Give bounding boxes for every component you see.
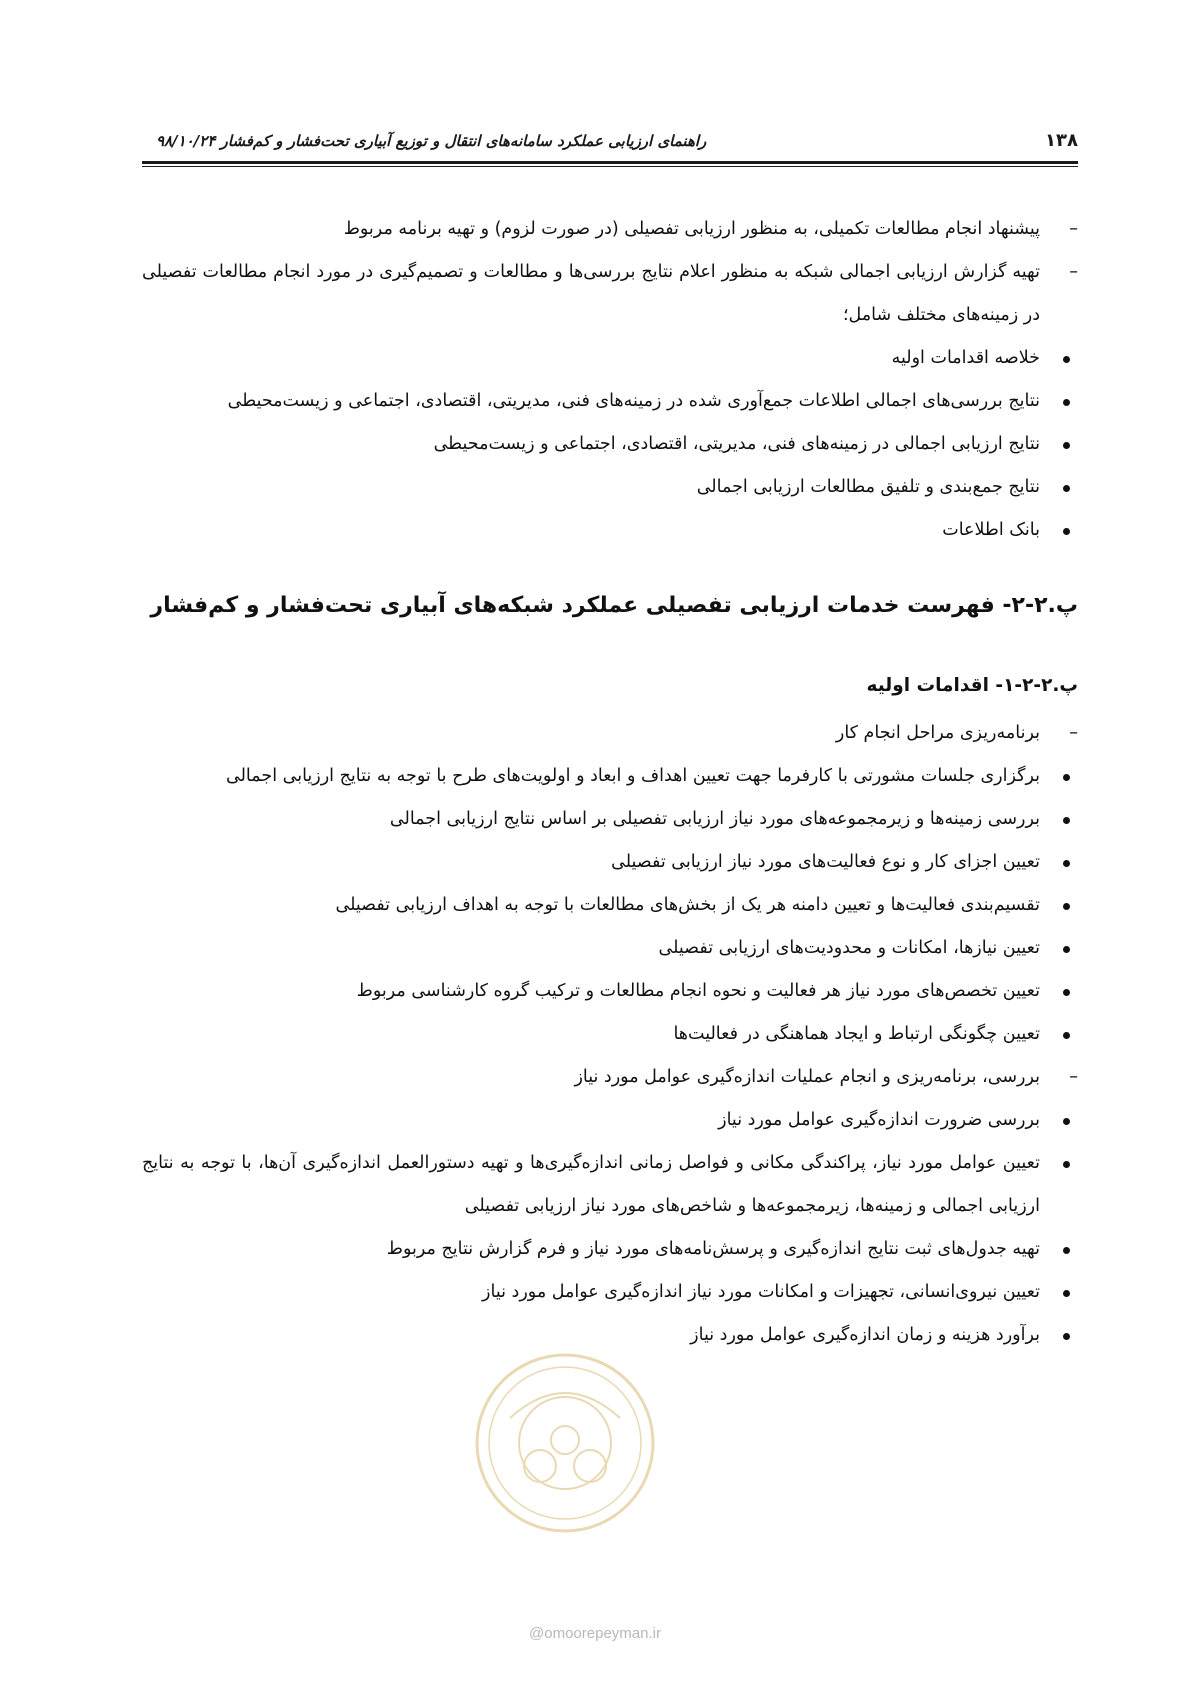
list-item-bullet: بانک اطلاعات xyxy=(142,509,1078,552)
list-item-bullet: نتایج جمع‌بندی و تلفیق مطالعات ارزیابی اجمالی xyxy=(142,466,1078,509)
section-b-bullets-2 xyxy=(142,1099,1078,1357)
page-body xyxy=(142,208,1078,1357)
nested-list-container xyxy=(142,337,1078,552)
header-rule-thin xyxy=(142,166,1078,167)
running-title xyxy=(142,132,706,150)
watermark-site: @omoorepeyman.ir xyxy=(529,1625,661,1642)
list-item-bullet: تعیین تخصص‌های مورد نیاز هر فعالیت و نحوه انجام مطالعات و ترکیب گروه کارشناسی مربوط xyxy=(142,970,1078,1013)
section-heading: پ.۲-۲- فهرست خدمات ارزیابی تفصیلی عملکرد شبکه‌های آبیاری تحت‌فشار و کم‌فشار xyxy=(150,593,1078,618)
header-date: ۹۸/۱۰/۲۴ xyxy=(156,132,216,150)
list-item-bullet: نتایج بررسی‌های اجمالی اطلاعات جمع‌آوری شده در زمینه‌های فنی، مدیریتی، اقتصادی، اجتماعی و زیست‌محیطی xyxy=(142,380,1078,423)
section-b-list xyxy=(142,712,1078,1357)
list-item-bullet: برگزاری جلسات مشورتی با کارفرما جهت تعیین اهداف و ابعاد و اولویت‌های طرح با توجه به نتایج ارزیابی اجمالی xyxy=(142,755,1078,798)
list-item-bullet: تعیین چگونگی ارتباط و ایجاد هماهنگی در فعالیت‌ها xyxy=(142,1013,1078,1056)
list-item-bullet: بررسی زمینه‌ها و زیرمجموعه‌های مورد نیاز ارزیابی تفصیلی بر اساس نتایج ارزیابی اجمالی xyxy=(142,798,1078,841)
list-item-dash: – تهیه گزارش ارزیابی اجمالی شبکه به منظور اعلام نتایج بررسی‌ها و مطالعات و تصمیم‌گیری در مورد انجام مطالعات تفصیلی در زمینه‌های مختلف شامل؛ xyxy=(142,251,1078,337)
list-item-dash: – برنامه‌ریزی مراحل انجام کار xyxy=(142,712,1078,755)
page-header xyxy=(142,122,1078,158)
list-item-dash: – بررسی، برنامه‌ریزی و انجام عملیات اندازه‌گیری عوامل مورد نیاز xyxy=(142,1056,1078,1099)
list-item-bullet: تقسیم‌بندی فعالیت‌ها و تعیین دامنه هر یک از بخش‌های مطالعات با توجه به اهداف ارزیابی تفصیلی xyxy=(142,884,1078,927)
list-item-bullet: بررسی ضرورت اندازه‌گیری عوامل مورد نیاز xyxy=(142,1099,1078,1142)
section-a-bullets xyxy=(142,337,1078,552)
list-item-bullet: تعیین عوامل مورد نیاز، پراکندگی مکانی و فواصل زمانی اندازه‌گیری‌ها و تهیه دستورالعمل اندازه‌گیری آن‌ها، با توجه به نتایج ارزیابی اجمالی و زمینه‌ها، زیرمجموعه‌ها و شاخص‌های مورد نیاز ارزیابی تفصیلی xyxy=(142,1142,1078,1228)
section-a-list xyxy=(142,208,1078,552)
list-item-bullet: خلاصه اقدامات اولیه xyxy=(142,337,1078,380)
list-item-bullet: برآورد هزینه و زمان اندازه‌گیری عوامل مورد نیاز xyxy=(142,1314,1078,1357)
watermark-stamp-icon xyxy=(470,1348,660,1538)
list-item-bullet: تعیین اجزای کار و نوع فعالیت‌های مورد نیاز ارزیابی تفصیلی xyxy=(142,841,1078,884)
list-item-bullet: تهیه جدول‌های ثبت نتایج اندازه‌گیری و پرسش‌نامه‌های مورد نیاز و فرم گزارش نتایج مربوط xyxy=(142,1228,1078,1271)
list-item-bullet: تعیین نیازها، امکانات و محدودیت‌های ارزیابی تفصیلی xyxy=(142,927,1078,970)
header-rule-thick xyxy=(142,161,1078,164)
nested-list-container xyxy=(142,1099,1078,1357)
running-title-text: راهنمای ارزیابی عملکرد سامانه‌های انتقال و توزیع آبیاری تحت‌فشار و کم‌فشار xyxy=(220,132,707,150)
page-number: ۱۳۸ xyxy=(1045,130,1078,151)
section-b-bullets-1 xyxy=(142,755,1078,1056)
list-item-bullet: تعیین نیروی‌انسانی، تجهیزات و امکانات مورد نیاز اندازه‌گیری عوامل مورد نیاز xyxy=(142,1271,1078,1314)
list-item-dash: – پیشنهاد انجام مطالعات تکمیلی، به منظور ارزیابی تفصیلی (در صورت لزوم) و تهیه برنامه مربوط xyxy=(142,208,1078,251)
list-item-bullet: نتایج ارزیابی اجمالی در زمینه‌های فنی، مدیریتی، اقتصادی، اجتماعی و زیست‌محیطی xyxy=(142,423,1078,466)
nested-list-container xyxy=(142,755,1078,1056)
subsection-heading: پ.۲-۲-۱- اقدامات اولیه xyxy=(866,675,1078,696)
